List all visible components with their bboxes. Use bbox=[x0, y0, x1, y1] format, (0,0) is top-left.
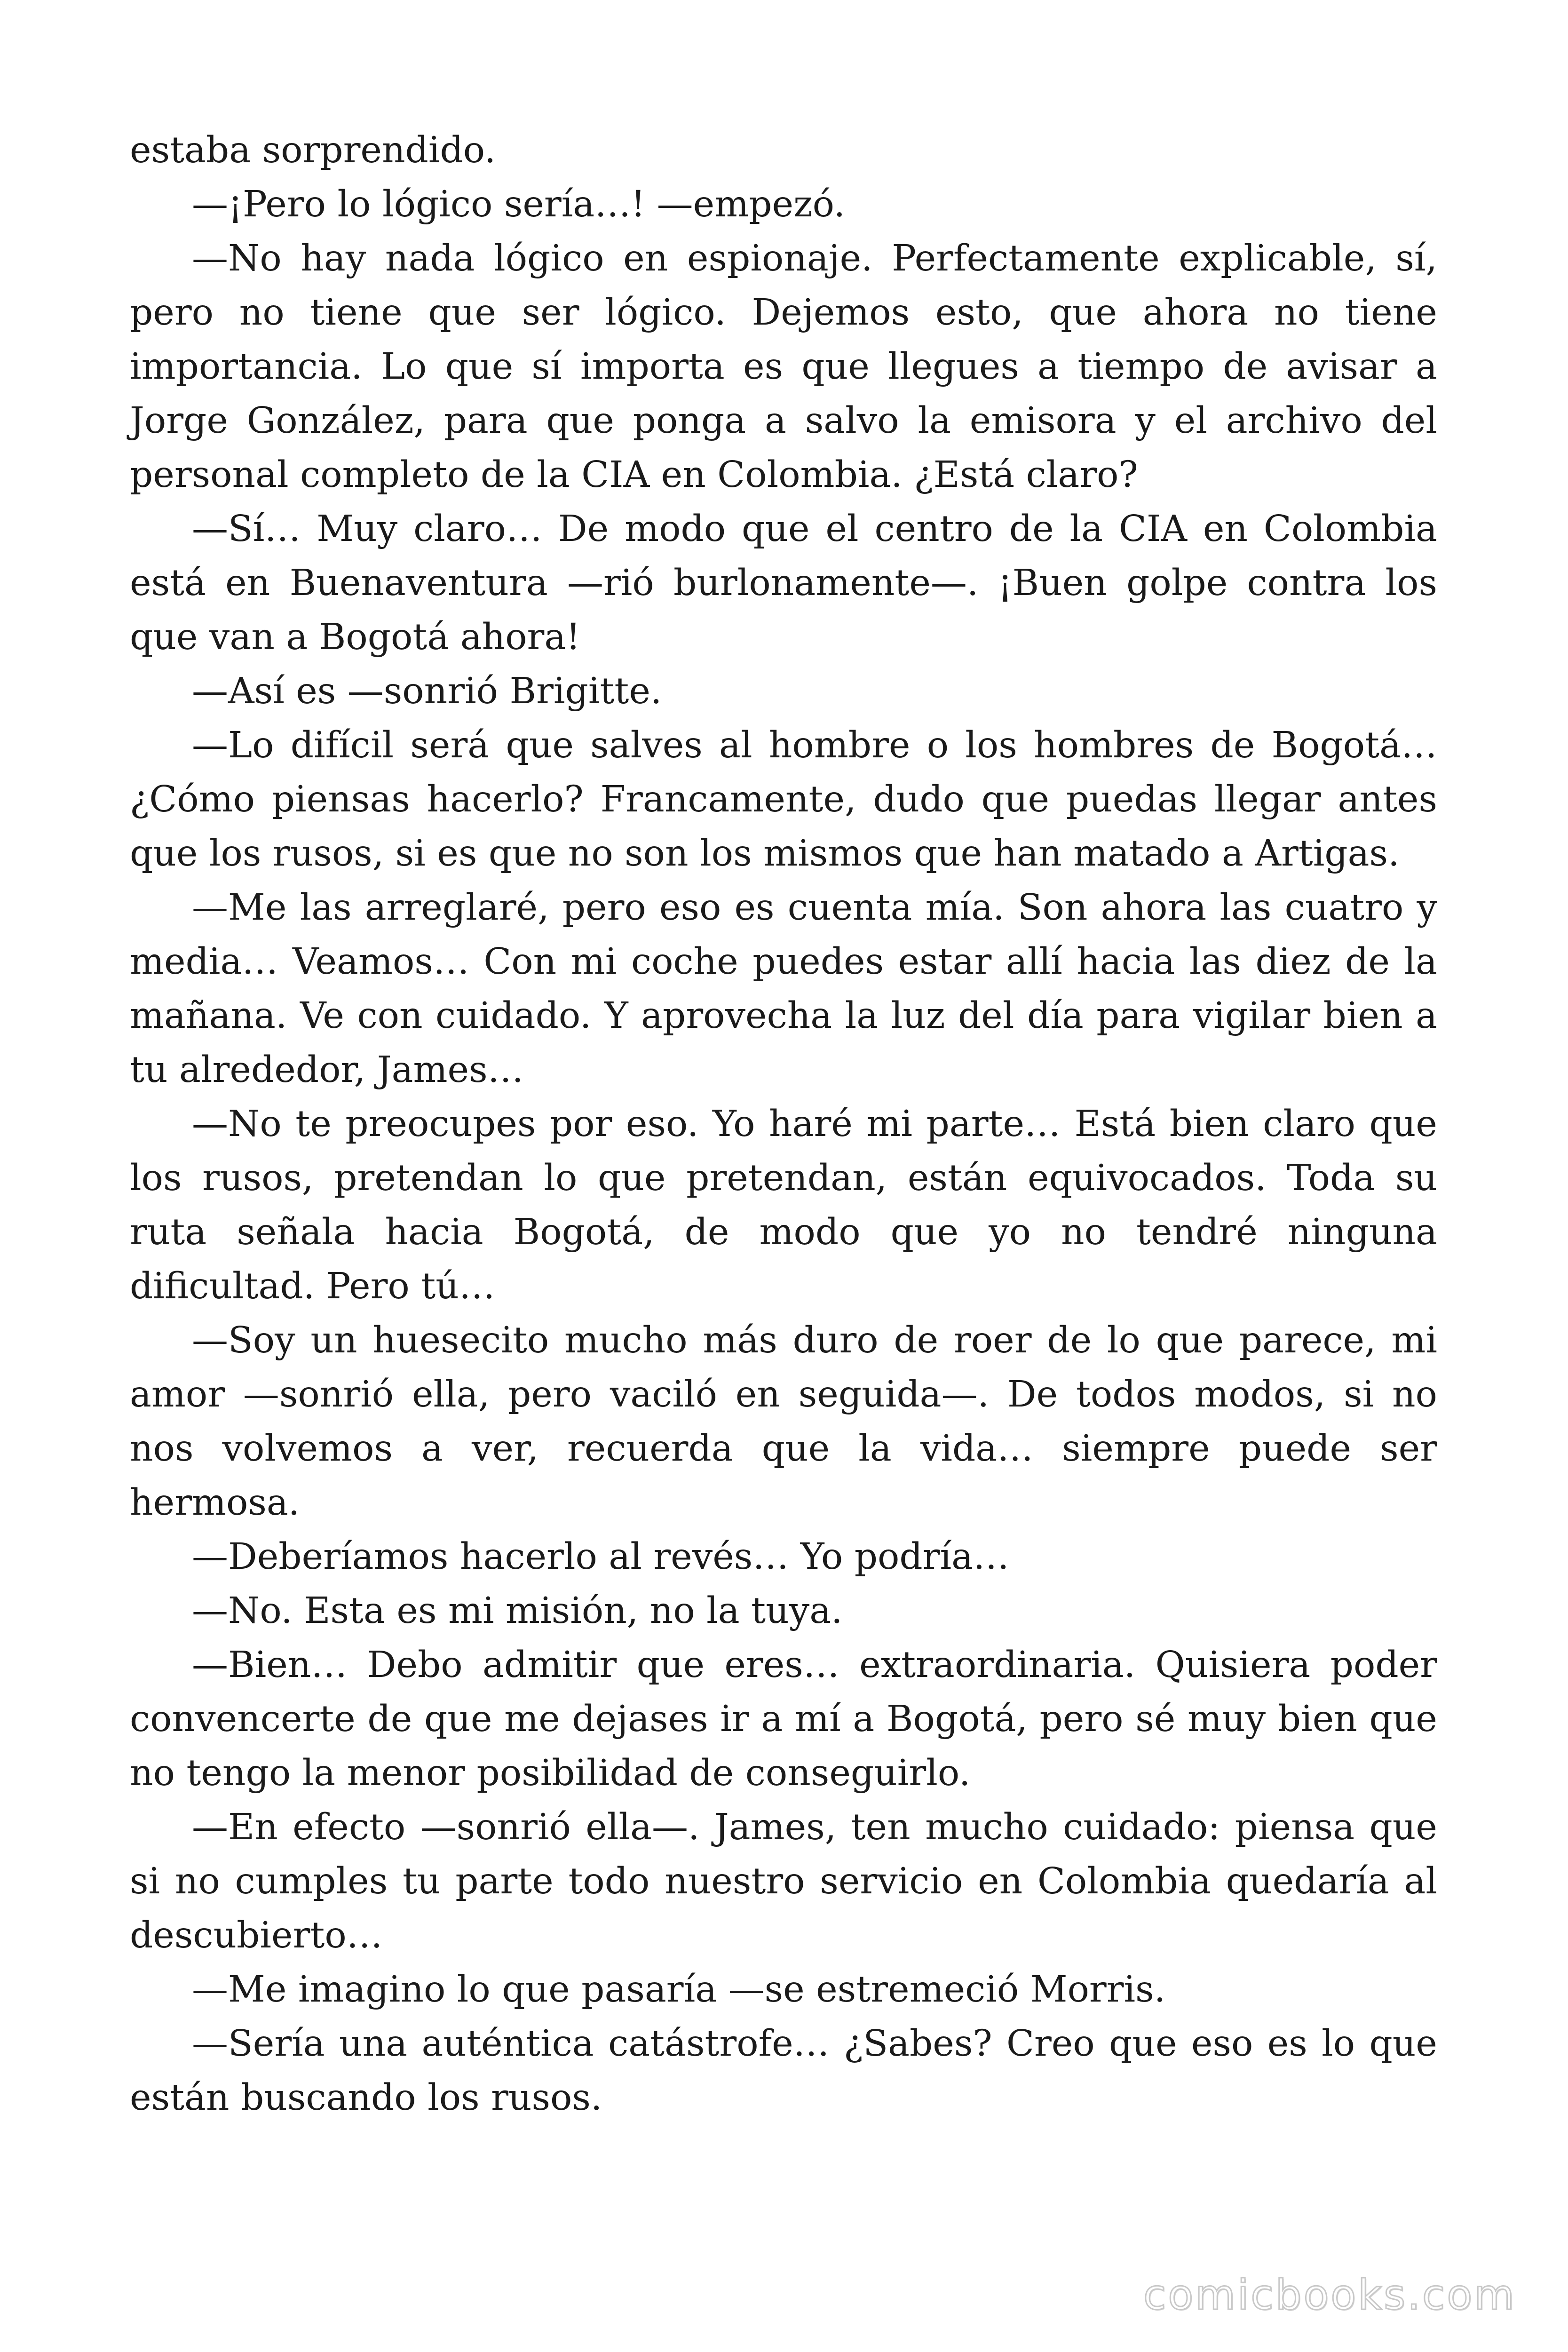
paragraph-11: —No. Esta es mi misión, no la tuya. bbox=[192, 1590, 843, 1632]
paragraph-7: —Me las arreglaré, pero eso es cuenta mía. Son ahora las cuatro y media… Veamos… Con mi coche puedes estar allí hacia las diez de la mañana. Ve con cuidado. Y aprovecha la luz del día para vigilar bien a tu alrededor, James… bbox=[130, 887, 1437, 1091]
paragraph-10: —Deberíamos hacerlo al revés… Yo podría… bbox=[192, 1536, 1010, 1578]
paragraph-12: —Bien… Debo admitir que eres… extraordinaria. Quisiera poder convencerte de que me dejases ir a mí a Bogotá, pero sé muy bien que no tengo la menor posibilidad de conseguirlo. bbox=[130, 1644, 1437, 1794]
paragraph-3: —No hay nada lógico en espionaje. Perfectamente explicable, sí, pero no tiene que ser lógico. Dejemos esto, que ahora no tiene importancia. Lo que sí importa es que llegues a tiempo de avisar a Jorge González, para que ponga a salvo la emisora y el archivo del personal completo de la CIA en Colombia. ¿Está claro? bbox=[130, 238, 1437, 496]
paragraph-8: —No te preocupes por eso. Yo haré mi parte… Está bien claro que los rusos, pretendan lo que pretendan, están equivocados. Toda su ruta señala hacia Bogotá, de modo que yo no tendré ninguna dificultad. Pero tú… bbox=[130, 1103, 1437, 1307]
paragraph-4: —Sí… Muy claro… De modo que el centro de la CIA en Colombia está en Buenaventura —rió burlonamente—. ¡Buen golpe contra los que van a Bogotá ahora! bbox=[130, 508, 1437, 658]
paragraph-1: estaba sorprendido. bbox=[130, 129, 496, 171]
paragraph-14: —Me imagino lo que pasaría —se estremeció Morris. bbox=[192, 1969, 1166, 2010]
paragraph-13: —En efecto —sonrió ella—. James, ten mucho cuidado: piensa que si no cumples tu parte todo nuestro servicio en Colombia quedaría al descubierto… bbox=[130, 1806, 1437, 1956]
paragraph-15: —Sería una auténtica catástrofe… ¿Sabes? Creo que eso es lo que están buscando los rusos. bbox=[130, 2023, 1437, 2119]
paragraph-6: —Lo difícil será que salves al hombre o los hombres de Bogotá… ¿Cómo piensas hacerlo? Francamente, dudo que puedas llegar antes que los rusos, si es que no son los mismos que han matado a Artigas. bbox=[130, 724, 1437, 874]
paragraph-5: —Así es —sonrió Brigitte. bbox=[192, 670, 662, 712]
paragraph-9: —Soy un huesecito mucho más duro de roer de lo que parece, mi amor —sonrió ella, pero vaciló en seguida—. De todos modos, si no nos volvemos a ver, recuerda que la vida… siempre puede ser hermosa. bbox=[130, 1319, 1437, 1524]
page-body bbox=[130, 123, 1437, 2125]
watermark: comicbooks.com bbox=[1143, 2271, 1516, 2319]
paragraph-2: —¡Pero lo lógico sería…! —empezó. bbox=[192, 183, 846, 225]
